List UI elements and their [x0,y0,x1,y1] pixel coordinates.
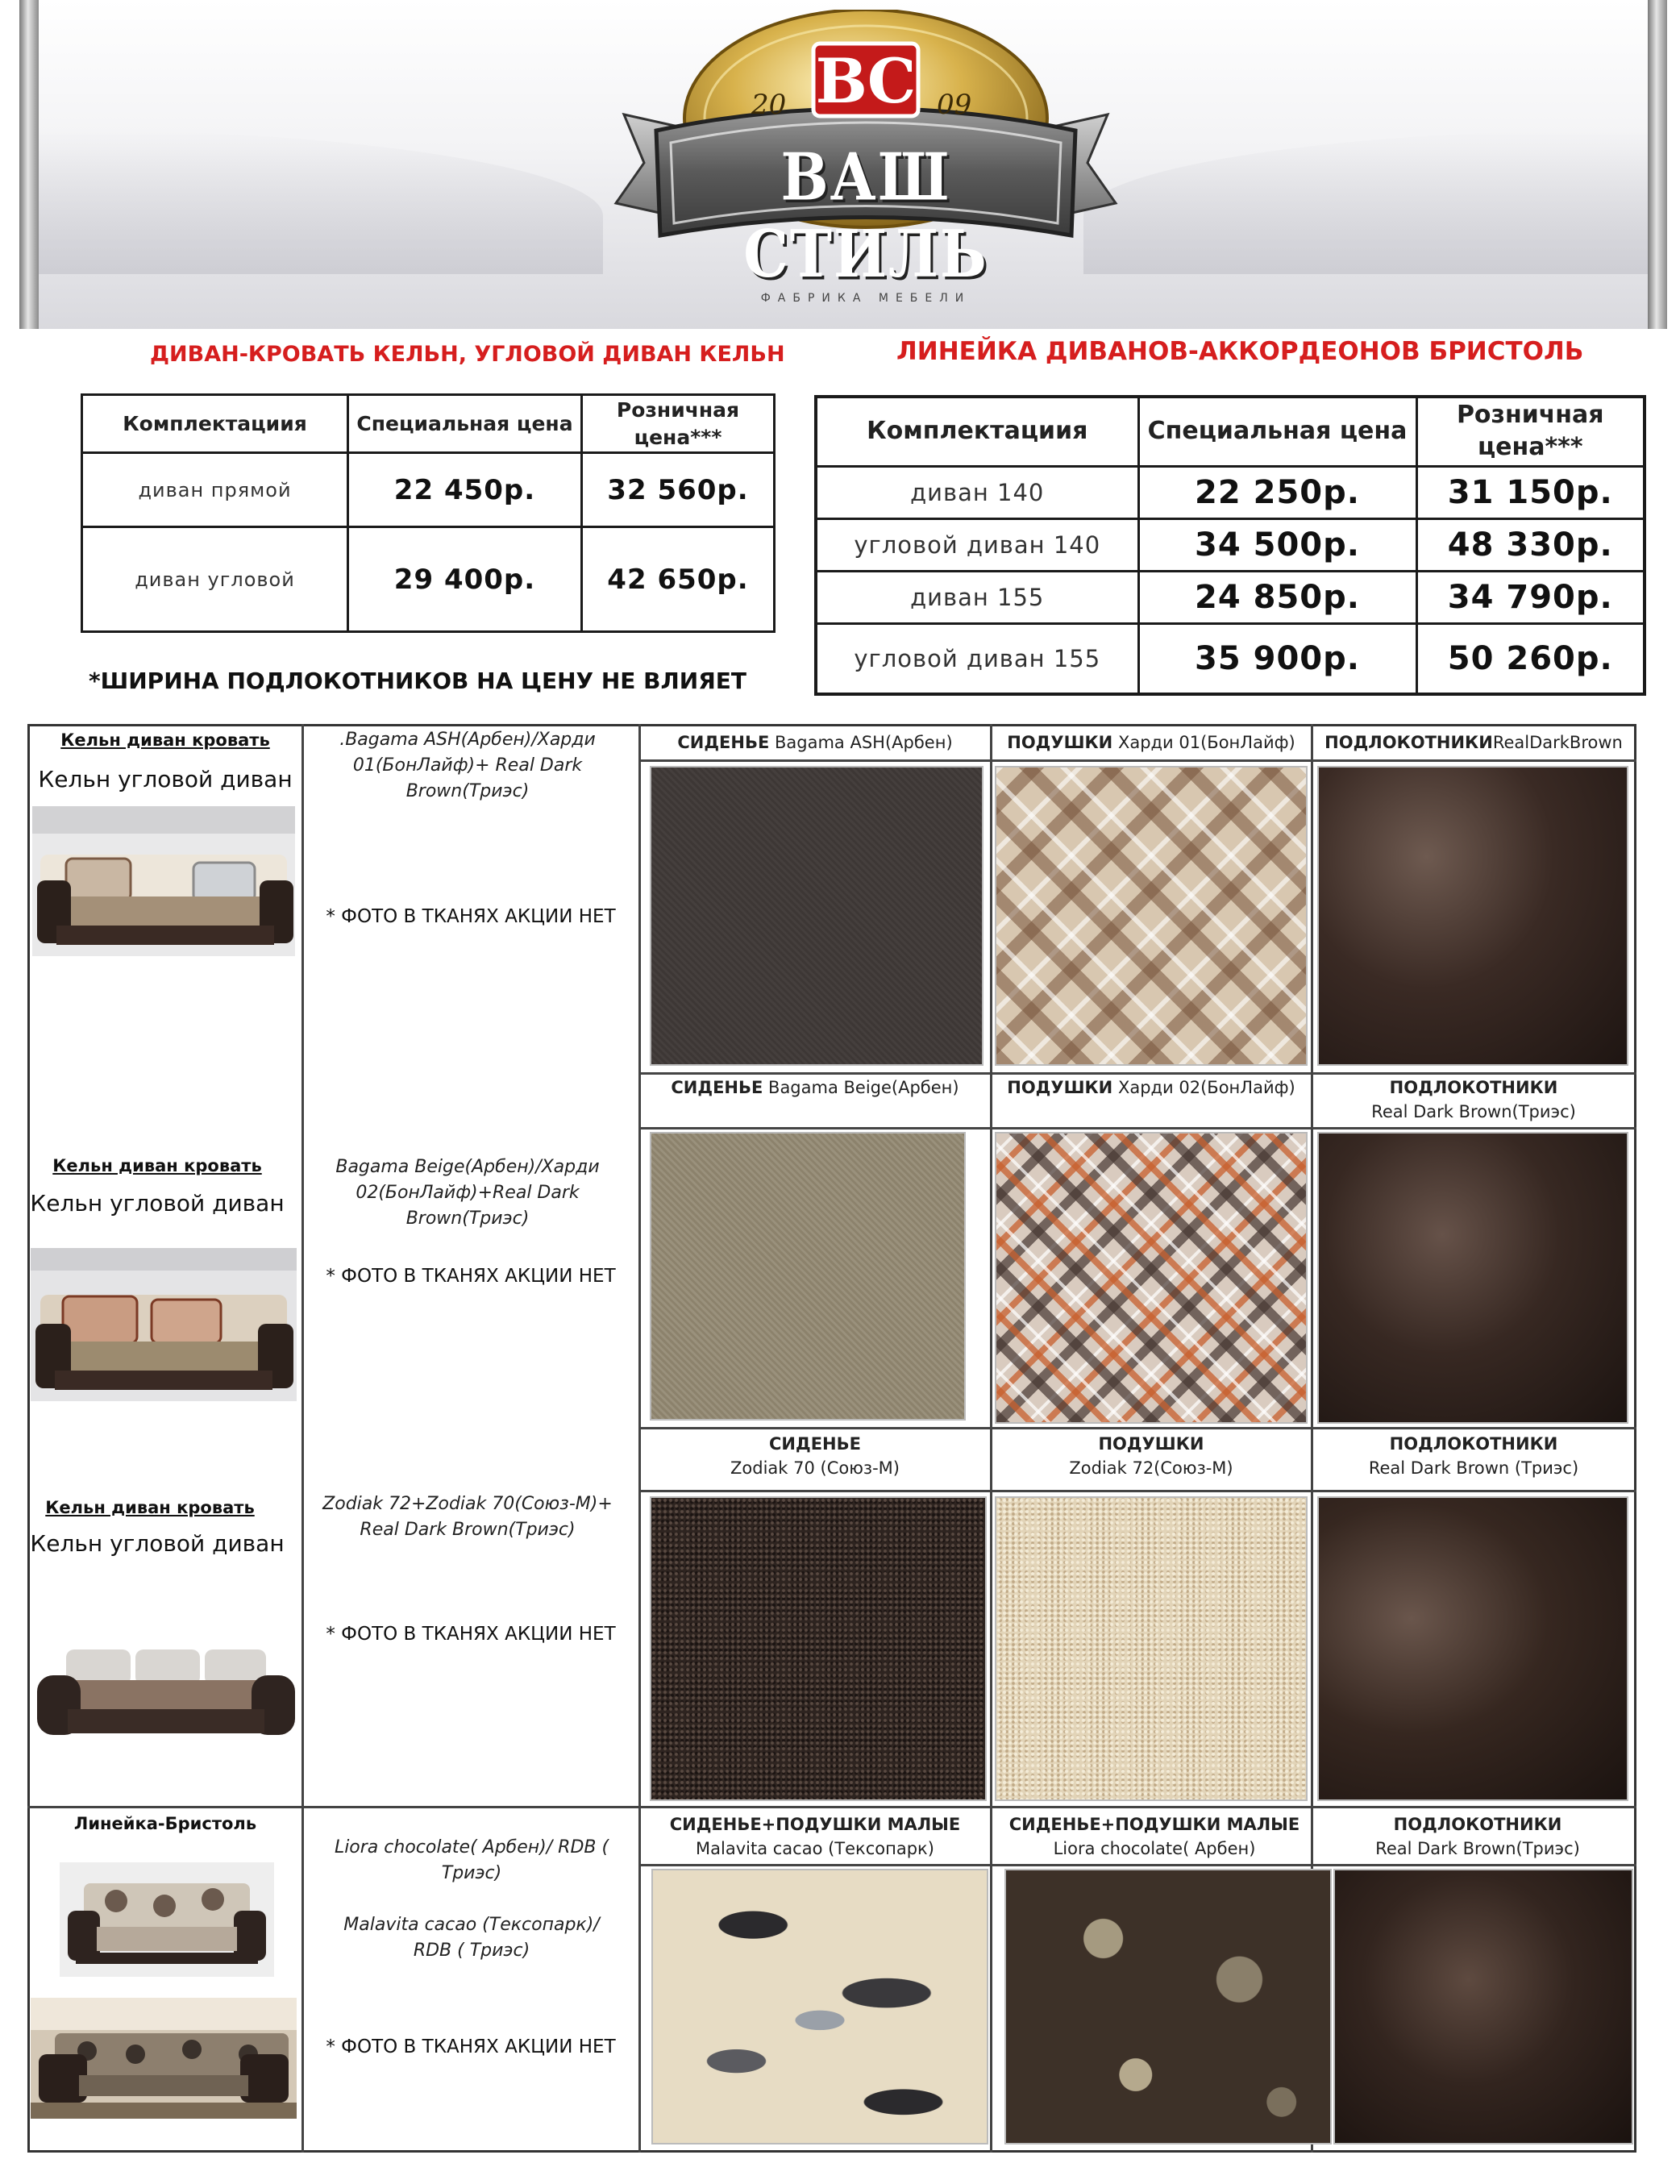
fabric-description-liora: Liora chocolate( Арбен)/ RDB ( Триэс) [334,1837,609,1883]
grid-divider [638,1864,1636,1866]
swatch-title-rest: Харди 02(БонЛайф) [1117,1078,1295,1097]
swatch-title-rest: Real Dark Brown(Триэс) [1371,1102,1576,1122]
header-retail-price: Розничная цена*** [582,395,775,453]
row-retail-price: 48 330р. [1416,518,1645,571]
brand-logo [600,10,1132,320]
row-special-price: 35 900р. [1138,623,1416,694]
no-photo-note: * ФОТО В ТКАНЯХ АКЦИИ НЕТ [326,906,616,927]
armrest-width-note: *ШИРИНА ПОДЛОКОТНИКОВ НА ЦЕНУ НЕ ВЛИЯЕТ [89,668,746,694]
row-configuration: диван 155 [816,571,1138,623]
left-gray-sweep [39,129,603,274]
model-title: Кельн диван кровать [45,1498,255,1517]
row-configuration: угловой диван 140 [816,518,1138,571]
left-chrome-rail [19,0,39,329]
table-row [816,518,1645,571]
brand-year-left: 20 [751,89,787,121]
no-photo-note: * ФОТО В ТКАНЯХ АКЦИИ НЕТ [326,1624,616,1645]
swatch-title-seat [642,730,988,755]
right-price-table [814,395,1646,696]
sofa-photo-koln-1 [32,806,295,956]
row-configuration: диван 140 [816,466,1138,518]
swatch-title-armrests [1314,1075,1633,1125]
row-configuration: диван угловой [82,527,348,632]
swatch-title-rest: Zodiak 70 (Союз-М) [730,1458,900,1479]
swatch-title-rest: Malavita cacao (Тексопарк) [696,1839,934,1859]
swatch-title-rest: Liora chocolate( Арбен) [1053,1839,1256,1859]
no-photo-note: * ФОТО В ТКАНЯХ АКЦИИ НЕТ [326,2036,616,2057]
row-configuration: диван прямой [82,453,348,527]
header-special-price: Специальная цена [348,395,582,453]
swatch-title-bold: СИДЕНЬЕ+ПОДУШКИ МАЛЫЕ [1008,1815,1300,1834]
header-configuration: Комплектациия [82,395,348,453]
row-special-price: 29 400р. [348,527,582,632]
sofa-photo-koln-2 [31,1248,297,1401]
swatch-title-rest: Bagama Beige(Арбен) [768,1078,959,1097]
brand-name: ВАШ СТИЛЬ [743,138,988,293]
table-header-row [82,395,775,453]
brand-monogram: ВС [815,45,917,117]
swatch-title-rest: Zodiak 72(Союз-М) [1069,1458,1233,1479]
row-special-price: 24 850р. [1138,571,1416,623]
swatch-title-bold: ПОДУШКИ [1098,1434,1204,1454]
swatch-title-rest: Bagama ASH(Арбен) [775,733,953,752]
table-row [816,571,1645,623]
swatch-title-rest: Real Dark Brown(Триэс) [1375,1839,1580,1859]
table-row [82,527,775,632]
swatch-title-seat [642,1432,988,1481]
swatch-title-seat [642,1075,988,1100]
swatch-title-rest: RealDarkBrown [1492,733,1623,752]
table-row [82,453,775,527]
grid-divider [638,1127,1636,1129]
model-title: Кельн диван кровать [60,730,270,750]
swatch-title-bold: ПОДЛОКОТНИКИ [1389,1434,1558,1454]
swatch-dark-brown-leather [1317,1496,1628,1801]
row-retail-price: 31 150р. [1416,466,1645,518]
no-photo-note: * ФОТО В ТКАНЯХ АКЦИИ НЕТ [326,1266,616,1287]
header-banner [19,0,1667,329]
swatch-title-bold: СИДЕНЬЕ [671,1078,763,1097]
fabric-description: Bagama Beige(Арбен)/Харди 02(БонЛайф)+Real Dark Brown(Триэс) [335,1157,600,1229]
fabric-description: .Bagama ASH(Арбен)/Харди 01(БонЛайф)+ Real Dark Brown(Триэс) [339,730,596,801]
right-gray-sweep [1083,129,1648,274]
swatch-liora-floral [1004,1869,1332,2144]
row-retail-price: 34 790р. [1416,571,1645,623]
grid-divider [638,1427,1636,1429]
row-retail-price: 32 560р. [582,453,775,527]
left-price-table [81,393,776,633]
swatch-dark-boucle [650,1496,987,1801]
sofa-photo-koln-3 [32,1645,298,1741]
row-retail-price: 50 260р. [1416,623,1645,694]
model-title: Кельн диван кровать [52,1156,262,1175]
model-subtitle: Кельн угловой диван [30,1530,285,1557]
header-retail-price: Розничная цена*** [1416,397,1645,466]
grid-divider [27,1806,1636,1808]
swatch-title-bold: ПОДЛОКОТНИКИ [1389,1078,1558,1097]
grid-divider [990,724,992,2153]
swatch-title-cushions [993,1432,1309,1481]
model-subtitle: Кельн угловой диван [38,766,293,792]
sofa-photo-bristol-1 [60,1862,274,1977]
table-row [816,466,1645,518]
swatch-title-bold: СИДЕНЬЕ [769,1434,861,1454]
table-header-row [816,397,1645,466]
row-configuration: угловой диван 155 [816,623,1138,694]
swatch-title-rest: Харди 01(БонЛайф) [1117,733,1295,752]
right-chrome-rail [1648,0,1667,329]
model-title: Линейка-Бристоль [73,1814,257,1833]
swatch-malavita-floral [651,1869,988,2144]
row-retail-price: 42 650р. [582,527,775,632]
fabric-description: Zodiak 72+Zodiak 70(Союз-М)+ Real Dark Brown(Триэс) [322,1494,613,1540]
row-special-price: 22 450р. [348,453,582,527]
right-block-title: ЛИНЕЙКА ДИВАНОВ-АККОРДЕОНОВ БРИСТОЛЬ [896,337,1584,366]
swatch-title-cushions [993,1075,1309,1100]
swatch-title-bold: СИДЕНЬЕ+ПОДУШКИ МАЛЫЕ [669,1815,961,1834]
grid-divider [638,1072,1636,1075]
row-special-price: 34 500р. [1138,518,1416,571]
swatch-dark-brown-leather [1317,1132,1628,1424]
swatch-beige-plaid [995,766,1308,1066]
grid-divider [638,724,641,2153]
swatch-title-cushions [993,730,1309,755]
swatch-gray-weave [650,766,983,1066]
header-special-price: Специальная цена [1138,397,1416,466]
swatch-title-armrests [1314,730,1633,755]
swatch-cream-knit [995,1496,1308,1801]
fabric-description-malavita: Malavita cacao (Тексопарк)/ RDB ( Триэс) [343,1915,600,1961]
brand-year-right: 09 [937,89,972,121]
swatch-beige-weave [650,1132,966,1421]
swatch-title-bold: СИДЕНЬЕ [677,733,770,752]
grid-divider [301,724,304,2153]
swatch-title-seat-cushions [642,1812,988,1862]
model-subtitle: Кельн угловой диван [30,1190,285,1217]
swatch-title-bold: ПОДЛОКОТНИКИ [1324,733,1493,752]
swatch-title-bold: ПОДУШКИ [1007,1078,1113,1097]
swatch-title-seat-cushions [993,1812,1316,1862]
swatch-orange-plaid [995,1132,1308,1424]
grid-divider [638,1490,1636,1492]
swatch-title-bold: ПОДЛОКОТНИКИ [1393,1815,1562,1834]
swatch-title-rest: Real Dark Brown (Триэс) [1368,1458,1579,1479]
swatch-dark-brown-leather [1333,1869,1633,2144]
sofa-photo-bristol-2 [31,1998,297,2119]
left-block-title: ДИВАН-КРОВАТЬ КЕЛЬН, УГЛОВОЙ ДИВАН КЕЛЬН [150,342,785,367]
swatch-title-armrests [1322,1812,1633,1862]
swatch-title-armrests [1314,1432,1633,1481]
brand-caption: ФАБРИКА МЕБЕЛИ [760,292,971,305]
table-row [816,623,1645,694]
grid-divider [638,759,1636,762]
header-configuration: Комплектациия [816,397,1138,466]
swatch-title-bold: ПОДУШКИ [1007,733,1113,752]
row-special-price: 22 250р. [1138,466,1416,518]
swatch-dark-brown-leather [1317,766,1628,1066]
